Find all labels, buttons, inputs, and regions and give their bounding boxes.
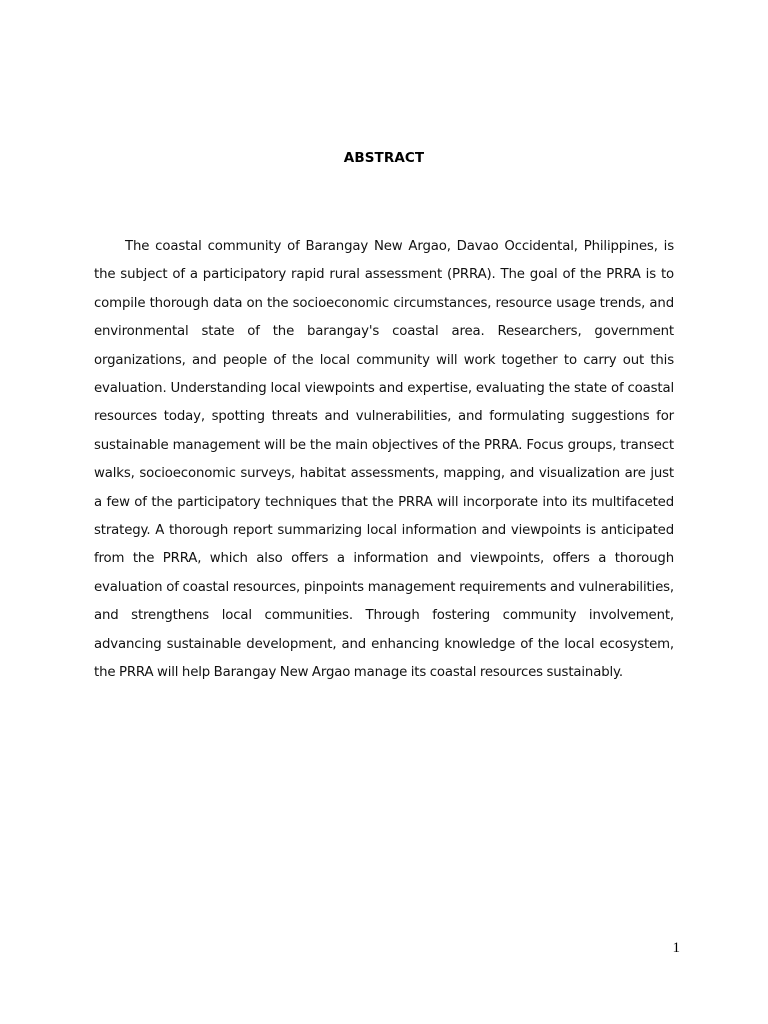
abstract-paragraph: The coastal community of Barangay New Argao, Davao Occidental, Philippines, is the subject of a participatory rapid rural assessment (PRRA). The goal of the PRRA is to compile thorough data on the socioeconomic circumstances, resource usage trends, and environmental state of the barangay's coastal area. Researchers, government organizations, and people of the local community will work together to carry out this evaluation. Understanding local viewpoints and expertise, evaluating the state of coastal resources today, spotting threats and vulnerabilities, and formulating suggestions for sustainable management will be the main objectives of the PRRA. Focus groups, transect walks, socioeconomic surveys, habitat assessments, mapping, and visualization are just a few of the participatory techniques that the PRRA will incorporate into its multifaceted strategy. A thorough report summarizing local information and viewpoints is anticipated from the PRRA, which also offers a information and viewpoints, offers a thorough evaluation of coastal resources, pinpoints management requirements and vulnerabilities, and strengthens local communities. Through fostering community involvement, advancing sustainable development, and enhancing knowledge of the local ecosystem, the PRRA will help Barangay New Argao manage its coastal resources sustainably. xyxy=(94,239,674,681)
abstract-heading: ABSTRACT xyxy=(343,150,425,166)
page-number: 1 xyxy=(672,940,680,956)
